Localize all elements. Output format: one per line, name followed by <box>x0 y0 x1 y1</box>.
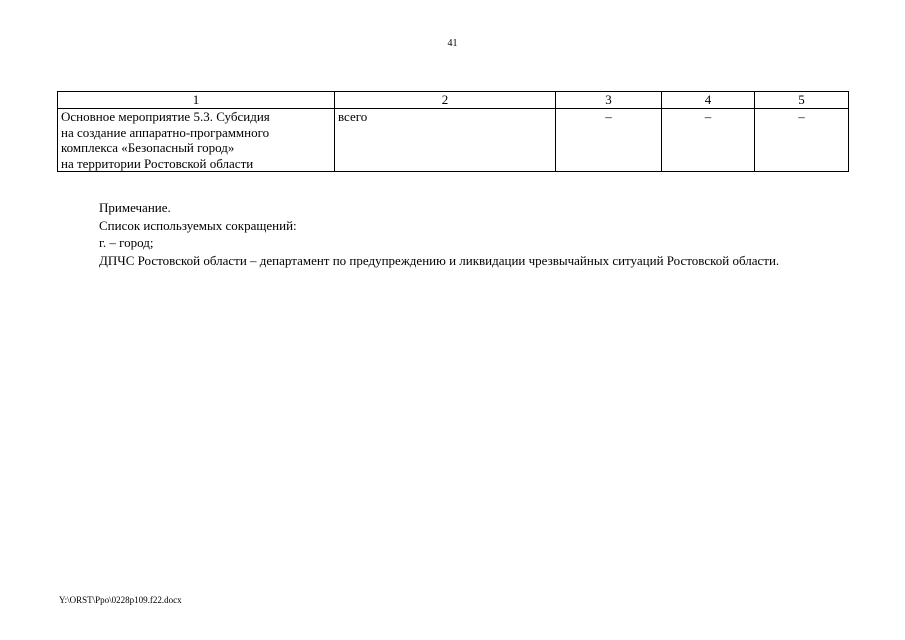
abbreviations-heading: Список используемых сокращений: <box>99 217 297 233</box>
measure-line: Основное мероприятие 5.3. Субсидия <box>61 109 270 124</box>
value-cell-col5: – <box>755 109 849 172</box>
program-table <box>57 91 849 172</box>
table-row <box>58 109 849 172</box>
notes-title: Примечание. <box>99 200 171 215</box>
measure-line: комплекса «Безопасный город» <box>61 140 235 155</box>
column-header-4: 4 <box>662 92 755 109</box>
funding-source-cell: всего <box>335 109 556 172</box>
value-cell-col4: – <box>662 109 755 172</box>
notes-section <box>59 199 846 269</box>
measure-line: на создание аппаратно-программного <box>61 124 270 140</box>
column-header-5: 5 <box>755 92 849 109</box>
column-header-2: 2 <box>335 92 556 109</box>
abbreviation-item: г. – город; <box>99 235 154 250</box>
value-cell-col3: – <box>556 109 662 172</box>
measure-line: на территории Ростовской области <box>61 155 254 171</box>
page-number: 41 <box>447 38 458 49</box>
column-header-3: 3 <box>556 92 662 109</box>
file-path-footer: Y:\ORST\Ppo\0228p109.f22.docx <box>59 595 182 605</box>
column-header-1: 1 <box>58 92 335 109</box>
abbreviation-item: ДПЧС Ростовской области – департамент по предупреждению и ликвидации чрезвычайных ситуаций Ростовской области. <box>99 252 780 268</box>
table-header-row <box>58 92 849 109</box>
measure-cell <box>58 109 335 172</box>
